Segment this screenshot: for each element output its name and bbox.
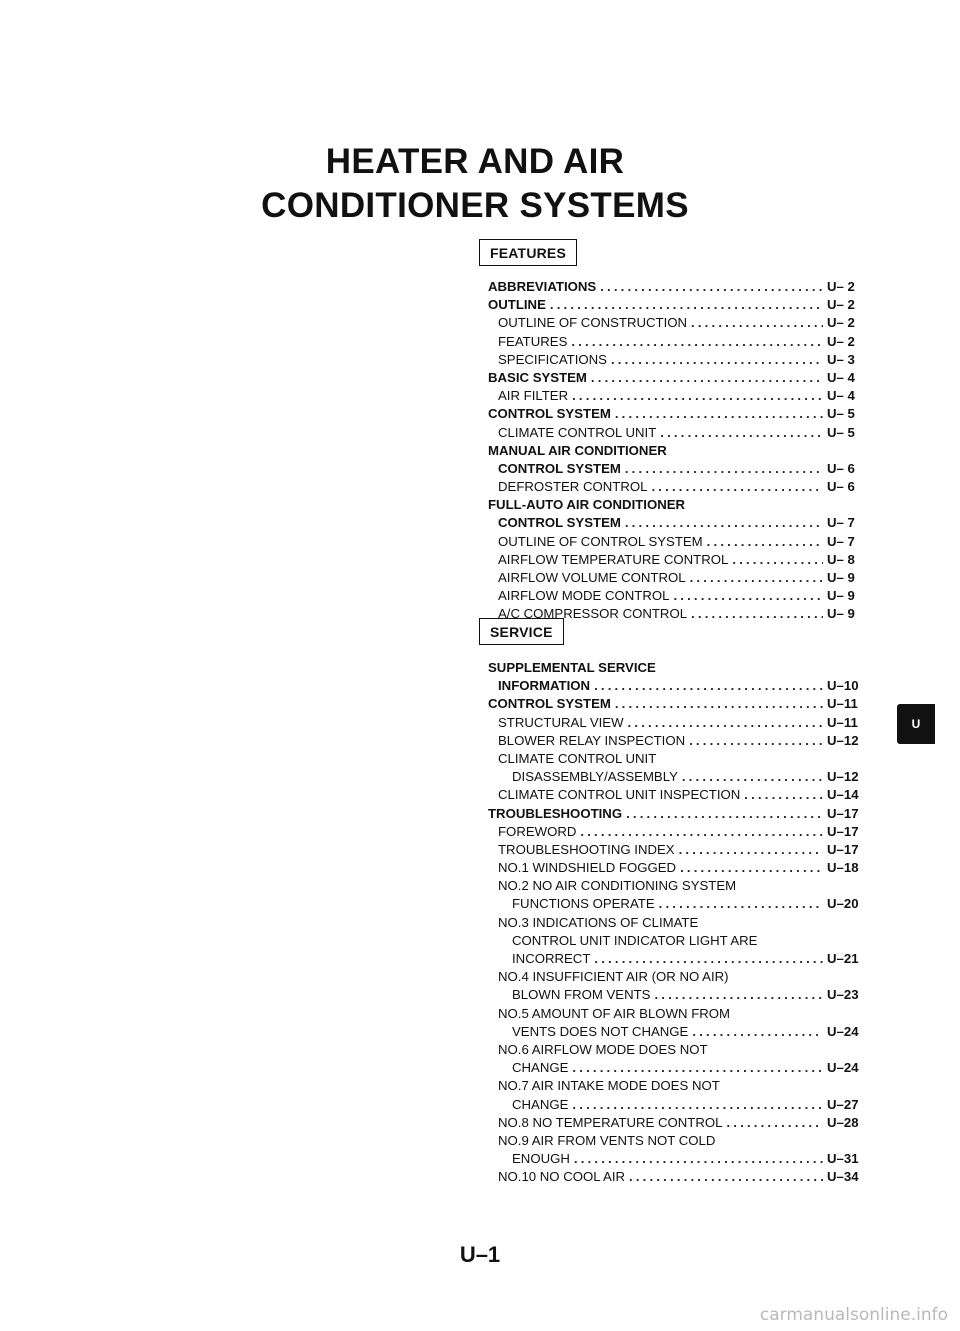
toc-leader-dots <box>660 424 823 442</box>
toc-entry[interactable] <box>488 478 875 496</box>
toc-entry-label: OUTLINE OF CONSTRUCTION <box>498 315 688 331</box>
toc-entry[interactable] <box>488 1168 875 1186</box>
toc-leader-dots <box>594 950 823 968</box>
toc-leader-dots <box>625 514 823 532</box>
toc-entry-label: AIRFLOW VOLUME CONTROL <box>498 570 686 585</box>
toc-entry[interactable] <box>488 823 875 841</box>
toc-entry-label: DEFROSTER CONTROL <box>498 479 648 495</box>
toc-entry-page: U– 4 <box>827 369 855 385</box>
toc-entry-page: U–12 <box>827 732 859 748</box>
toc-entry[interactable] <box>488 968 875 986</box>
toc-entry-label: NO.7 AIR INTAKE MODE DOES NOT <box>498 1078 720 1094</box>
toc-entry[interactable] <box>488 1132 875 1150</box>
toc-entry-label: BLOWN FROM VENTS <box>512 987 651 1003</box>
title-line-2: CONDITIONER SYSTEMS <box>261 186 689 225</box>
toc-leader-dots <box>615 405 823 423</box>
toc-entry[interactable] <box>488 460 875 478</box>
toc-entry-page: U–28 <box>827 1114 859 1130</box>
toc-entry-page: U– 3 <box>827 351 855 367</box>
service-heading: SERVICE <box>479 618 564 645</box>
toc-entry-page: U– 7 <box>827 515 855 531</box>
features-heading: FEATURES <box>479 239 577 266</box>
toc-entry-page: U– 5 <box>827 424 855 440</box>
toc-entry[interactable] <box>488 351 875 369</box>
toc-leader-dots <box>690 569 823 587</box>
toc-entry[interactable] <box>488 587 875 605</box>
toc-entry-label: NO.8 NO TEMPERATURE CONTROL <box>498 1114 723 1130</box>
toc-leader-dots <box>680 859 823 877</box>
toc-entry-label: FEATURES <box>498 333 568 349</box>
toc-entry-label: NO.4 INSUFFICIENT AIR (OR NO AIR) <box>498 969 729 985</box>
toc-leader-dots <box>600 278 823 296</box>
toc-entry[interactable] <box>488 950 875 968</box>
watermark: carmanualsonline.info <box>759 1305 948 1325</box>
toc-leader-dots <box>692 1023 823 1041</box>
toc-leader-dots <box>654 986 823 1004</box>
toc-leader-dots <box>571 333 823 351</box>
toc-entry-page: U– 4 <box>827 388 855 404</box>
toc-entry-label: CONTROL SYSTEM <box>488 406 611 422</box>
toc-entry[interactable] <box>488 514 875 532</box>
toc-leader-dots <box>572 1096 823 1114</box>
toc-entry-page: U– 9 <box>827 570 855 585</box>
toc-entry[interactable] <box>488 387 875 405</box>
toc-entry-label: NO.1 WINDSHIELD FOGGED <box>498 860 677 876</box>
toc-entry[interactable] <box>488 1150 875 1168</box>
toc-leader-dots <box>550 296 823 314</box>
toc-entry-label: FUNCTIONS OPERATE <box>512 896 655 912</box>
toc-leader-dots <box>691 314 823 332</box>
page-title <box>180 140 770 228</box>
toc-entry-page: U–31 <box>827 1151 859 1167</box>
toc-entry-page: U– 9 <box>827 588 855 604</box>
toc-entry[interactable] <box>488 278 875 296</box>
toc-entry-page: U–11 <box>827 714 858 730</box>
toc-entry-label: NO.9 AIR FROM VENTS NOT COLD <box>498 1132 716 1148</box>
toc-leader-dots <box>707 533 823 551</box>
features-toc <box>488 278 875 624</box>
toc-entry[interactable] <box>488 424 875 442</box>
toc-entry-page: U–17 <box>827 805 859 821</box>
toc-entry[interactable] <box>488 714 875 732</box>
toc-entry-page: U– 2 <box>827 315 855 331</box>
toc-entry-label: CONTROL SYSTEM <box>498 460 621 476</box>
toc-entry[interactable] <box>488 914 875 932</box>
toc-entry-label: CONTROL SYSTEM <box>498 515 621 531</box>
toc-entry-label: OUTLINE OF CONTROL SYSTEM <box>498 533 703 549</box>
toc-leader-dots <box>732 551 823 569</box>
toc-entry[interactable] <box>488 1096 875 1114</box>
toc-leader-dots <box>594 677 823 695</box>
toc-entry-label: CONTROL SYSTEM <box>488 696 611 712</box>
toc-entry-page: U– 2 <box>827 297 855 313</box>
toc-entry[interactable] <box>488 1023 875 1041</box>
toc-entry[interactable] <box>488 496 875 514</box>
toc-entry-label: CONTROL UNIT INDICATOR LIGHT ARE <box>512 932 758 948</box>
title-line-1: HEATER AND AIR <box>325 142 625 181</box>
toc-entry-label: SUPPLEMENTAL SERVICE <box>488 660 656 675</box>
toc-entry-label: INFORMATION <box>498 678 591 694</box>
toc-entry[interactable] <box>488 296 875 314</box>
toc-entry-page: U–23 <box>827 987 859 1003</box>
toc-entry-page: U–10 <box>827 678 859 694</box>
toc-entry-label: FULL-AUTO AIR CONDITIONER <box>488 497 686 513</box>
toc-leader-dots <box>691 605 823 623</box>
toc-leader-dots <box>615 695 823 713</box>
toc-entry[interactable] <box>488 442 875 460</box>
toc-leader-dots <box>626 805 823 823</box>
toc-entry[interactable] <box>488 333 875 351</box>
toc-entry-label: OUTLINE <box>488 297 546 313</box>
toc-entry-page: U–14 <box>827 787 859 803</box>
toc-entry-label: TROUBLESHOOTING INDEX <box>498 841 675 857</box>
toc-leader-dots <box>679 841 823 859</box>
toc-entry-label: CHANGE <box>512 1060 569 1076</box>
toc-entry[interactable] <box>488 533 875 551</box>
service-toc <box>488 659 875 1186</box>
toc-entry-label: NO.6 AIRFLOW MODE DOES NOT <box>498 1041 708 1057</box>
toc-entry-label: NO.10 NO COOL AIR <box>498 1169 626 1185</box>
toc-leader-dots <box>580 823 823 841</box>
toc-entry-label: ENOUGH <box>512 1151 570 1167</box>
toc-entry[interactable] <box>488 551 875 569</box>
toc-leader-dots <box>744 786 823 804</box>
toc-entry[interactable] <box>488 369 875 387</box>
toc-entry[interactable] <box>488 841 875 859</box>
toc-leader-dots <box>572 387 823 405</box>
toc-entry-page: U–20 <box>827 896 859 912</box>
toc-entry-page: U– 2 <box>827 279 855 294</box>
toc-entry[interactable] <box>488 405 875 423</box>
toc-entry[interactable] <box>488 932 875 950</box>
toc-entry-label: NO.2 NO AIR CONDITIONING SYSTEM <box>498 878 737 894</box>
toc-entry-page: U–34 <box>827 1169 859 1185</box>
toc-entry-page: U– 7 <box>827 533 855 549</box>
toc-leader-dots <box>673 587 823 605</box>
toc-entry-page: U–24 <box>827 1023 859 1039</box>
toc-entry-label: NO.3 INDICATIONS OF CLIMATE <box>498 914 699 930</box>
toc-leader-dots <box>659 895 823 913</box>
toc-entry-label: CLIMATE CONTROL UNIT <box>498 750 657 766</box>
toc-entry-label: CLIMATE CONTROL UNIT <box>498 424 657 440</box>
section-tab[interactable]: U <box>897 704 935 744</box>
toc-entry-label: NO.5 AMOUNT OF AIR BLOWN FROM <box>498 1005 731 1021</box>
toc-leader-dots <box>574 1150 823 1168</box>
toc-entry-label: BASIC SYSTEM <box>488 369 587 385</box>
toc-entry[interactable] <box>488 1059 875 1077</box>
toc-entry[interactable] <box>488 569 875 587</box>
toc-entry-page: U– 9 <box>827 606 855 622</box>
toc-leader-dots <box>629 1168 823 1186</box>
toc-entry-label: FOREWORD <box>498 823 577 839</box>
toc-entry-label: AIRFLOW MODE CONTROL <box>498 588 670 604</box>
toc-entry-page: U–24 <box>827 1060 859 1076</box>
toc-entry[interactable] <box>488 659 875 677</box>
toc-entry-label: DISASSEMBLY/ASSEMBLY <box>512 769 678 785</box>
toc-entry-label: SPECIFICATIONS <box>498 351 607 367</box>
toc-entry[interactable] <box>488 805 875 823</box>
toc-entry[interactable] <box>488 1041 875 1059</box>
toc-entry[interactable] <box>488 750 875 768</box>
toc-entry[interactable] <box>488 877 875 895</box>
toc-entry-page: U–11 <box>827 696 858 712</box>
toc-entry[interactable] <box>488 786 875 804</box>
toc-entry-page: U– 6 <box>827 460 855 476</box>
toc-leader-dots <box>628 714 823 732</box>
toc-leader-dots <box>689 732 823 750</box>
toc-entry[interactable] <box>488 768 875 786</box>
toc-entry-label: MANUAL AIR CONDITIONER <box>488 442 667 458</box>
toc-leader-dots <box>611 351 823 369</box>
toc-leader-dots <box>726 1114 823 1132</box>
toc-entry-label: AIRFLOW TEMPERATURE CONTROL <box>498 551 729 567</box>
toc-leader-dots <box>682 768 823 786</box>
toc-entry-page: U– 8 <box>827 551 855 567</box>
toc-entry-page: U– 2 <box>827 333 855 349</box>
toc-entry-page: U–18 <box>827 860 859 876</box>
page-number: U–1 <box>459 1242 501 1267</box>
toc-entry-page: U– 6 <box>827 479 855 495</box>
toc-entry[interactable] <box>488 1114 875 1132</box>
toc-entry-label: BLOWER RELAY INSPECTION <box>498 732 686 748</box>
toc-entry-label: TROUBLESHOOTING <box>488 805 623 821</box>
toc-entry[interactable] <box>488 1077 875 1095</box>
toc-entry[interactable] <box>488 895 875 913</box>
toc-entry[interactable] <box>488 314 875 332</box>
toc-entry-page: U–17 <box>827 841 859 857</box>
toc-leader-dots <box>625 460 823 478</box>
toc-leader-dots <box>591 369 823 387</box>
toc-entry[interactable] <box>488 677 875 695</box>
toc-entry-page: U–21 <box>827 951 859 966</box>
toc-entry-label: STRUCTURAL VIEW <box>498 714 624 730</box>
toc-leader-dots <box>572 1059 823 1077</box>
toc-entry[interactable] <box>488 986 875 1004</box>
toc-entry-page: U–17 <box>827 823 859 839</box>
toc-entry-page: U–27 <box>827 1096 859 1112</box>
toc-entry-label: CLIMATE CONTROL UNIT INSPECTION <box>498 787 741 803</box>
toc-entry-page: U– 5 <box>827 406 855 422</box>
toc-entry-label: VENTS DOES NOT CHANGE <box>512 1023 689 1039</box>
toc-entry-page: U–12 <box>827 769 859 785</box>
toc-entry-label: INCORRECT <box>512 951 591 966</box>
toc-entry-label: ABBREVIATIONS <box>488 279 597 294</box>
toc-entry-label: A/C COMPRESSOR CONTROL <box>498 606 688 622</box>
toc-entry-label: CHANGE <box>512 1096 569 1112</box>
toc-entry-label: AIR FILTER <box>498 388 569 404</box>
toc-entry[interactable] <box>488 732 875 750</box>
toc-leader-dots <box>651 478 823 496</box>
toc-entry[interactable] <box>488 859 875 877</box>
toc-entry[interactable] <box>488 1005 875 1023</box>
toc-entry[interactable] <box>488 695 875 713</box>
